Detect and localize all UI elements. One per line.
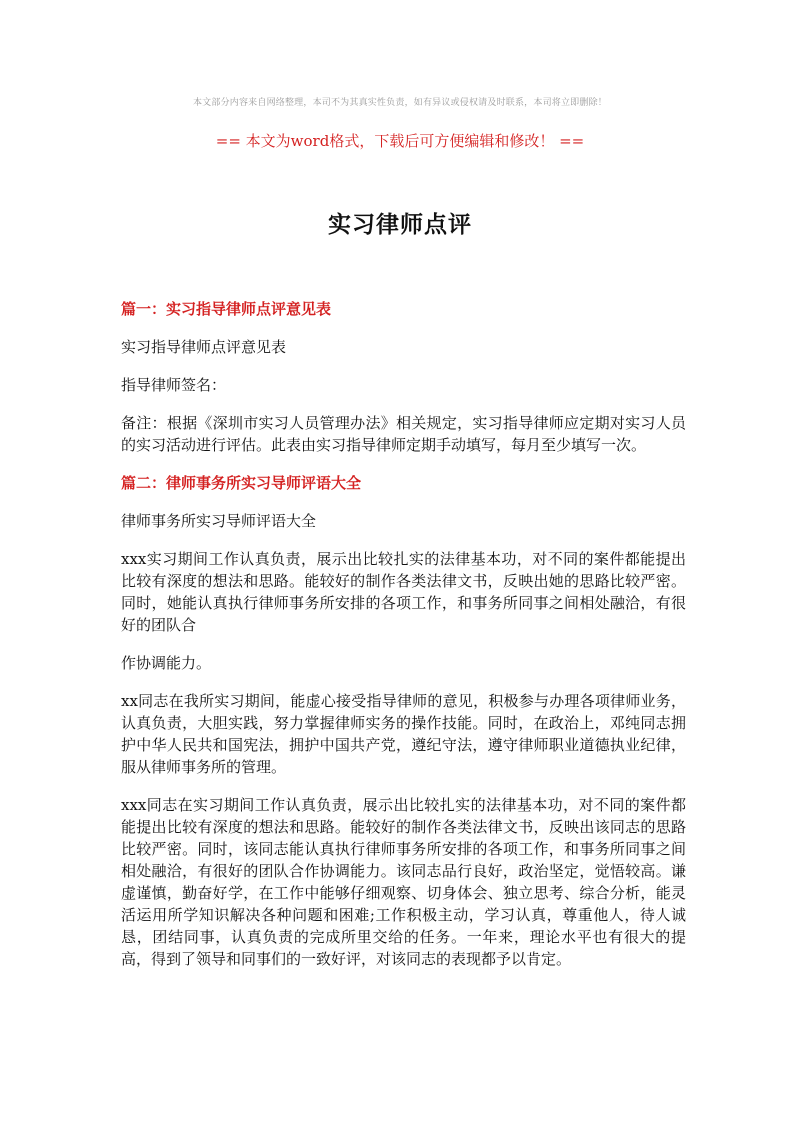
format-note: == 本文为word格式，下载后可方便编辑和修改！ ==	[215, 132, 585, 150]
disclaimer-text: 本文部分内容来自网络整理，本司不为其真实性负责，如有异议或侵权请及时联系，本司将立即删除！	[192, 98, 607, 108]
section-heading: 篇一：实习指导律师点评意见表	[121, 300, 332, 318]
paragraph: xx同志在我所实习期间，能虚心接受指导律师的意见，积极参与办理各项律师业务，认真负责，大胆实践，努力掌握律师实务的操作技能。同时，在政治上，邓纯同志拥护中华人民共和国宪法，拥护中国共产党，遵纪守法，遵守律师职业道德执业纪律，服从律师事务所的管理。	[121, 692, 686, 776]
paragraph: xxx同志在实习期间工作认真负责，展示出比较扎实的法律基本功，对不同的案件都能提出比较有深度的想法和思路。能较好的制作各类法律文书，反映出该同志的思路比较严密。同时，该同志能认真执行律师事务所安排的各项工作，和事务所同事之间相处融洽，有很好的团队合作协调能力。该同志品行良好，政治坚定，觉悟较高。谦虚谨慎，勤奋好学，在工作中能够仔细观察、切身体会、独立思考、综合分析，能灵活运用所学知识解决各种问题和困难;工作积极主动，学习认真，尊重他人，待人诚恳，团结同事，认真负责的完成所里交给的任务。一年来，理论水平也有很大的提高，得到了领导和同事们的一致好评，对该同志的表现都予以肯定。	[121, 796, 686, 968]
section-heading: 篇二：律师事务所实习导师评语大全	[121, 474, 362, 492]
paragraph: 实习指导律师点评意见表	[121, 338, 287, 356]
paragraph: 作协调能力。	[121, 654, 212, 672]
paragraph: 律师事务所实习导师评语大全	[121, 512, 317, 530]
document-body	[121, 298, 686, 986]
paragraph: 备注：根据《深圳市实习人员管理办法》相关规定，实习指导律师应定期对实习人员的实习活动进行评估。此表由实习指导律师定期手动填写，每月至少填写一次。	[121, 414, 686, 454]
paragraph: xxx实习期间工作认真负责，展示出比较扎实的法律基本功，对不同的案件都能提出比较有深度的想法和思路。能较好的制作各类法律文书，反映出她的思路比较严密。同时，她能认真执行律师事务所安排的各项工作，和事务所同事之间相处融洽，有很好的团队合	[121, 550, 686, 634]
document-title: 实习律师点评	[328, 211, 472, 238]
paragraph: 指导律师签名：	[121, 376, 227, 394]
